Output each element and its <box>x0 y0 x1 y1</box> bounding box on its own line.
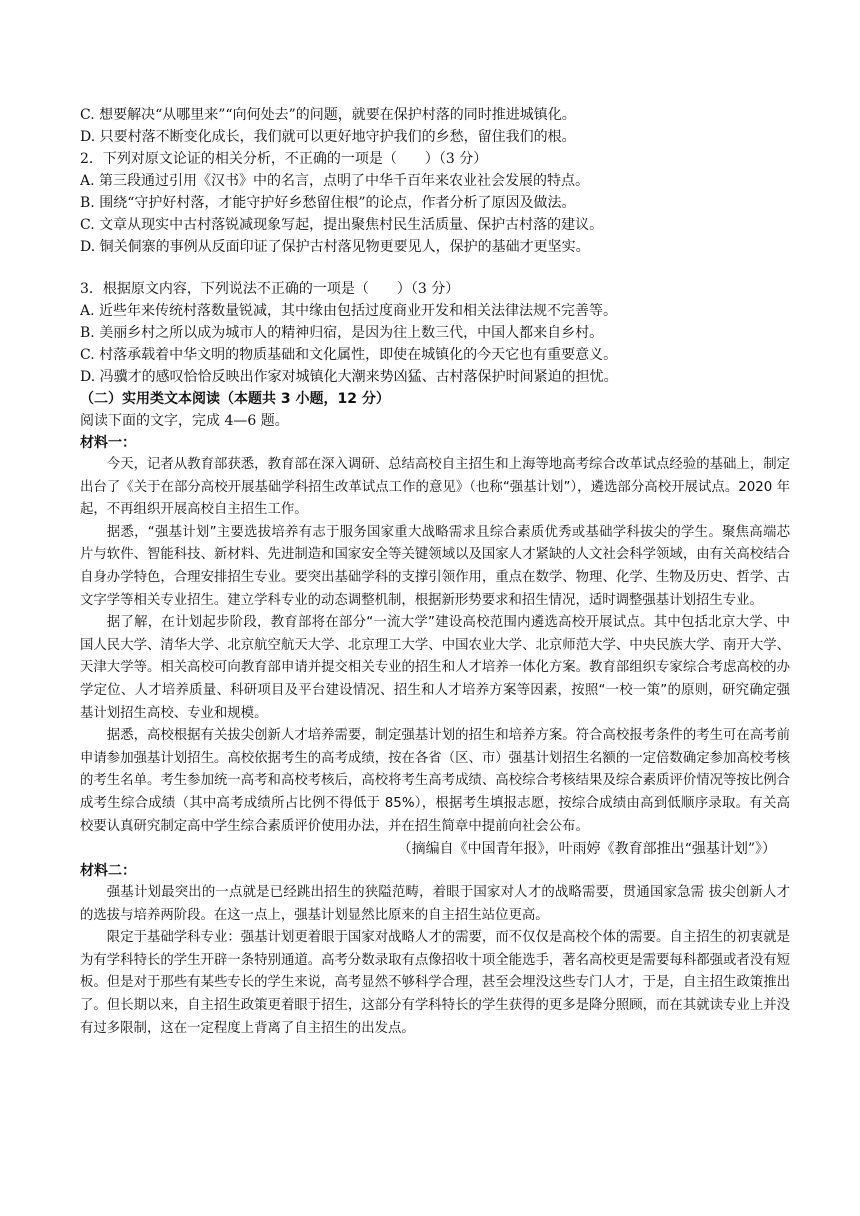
q1-option-d: D. 只要村落不断变化成长，我们就可以更好地守护我们的乡愁，留住我们的根。 <box>80 129 576 145</box>
material1-paragraph-2 <box>80 522 790 612</box>
q2-option-a: A. 第三段通过引用《汉书》中的名言，点明了中华千百年来农业社会发展的特点。 <box>80 173 590 189</box>
paragraph-text: 限定于基础学科专业：强基计划更着眼于国家对战略人才的需要，而不仅仅是高校个体的需要。自主招生的初衷就是为有学科特长的学生开辟一条特别通道。高考分数录取有点像招收十项全能选手，著名高校更是需要每科都强或者没有短板。但是对于那些有某些专长的学生来说，高考显然不够科学合理，甚至会埋没这些专门人才，于是，自主招生政策推出了。但长期以来，自主招生政策更着眼于招生，这部分有学科特长的学生获得的更多是降分照顾，而在其就读专业上并没有过多限制，这在一定程度上背离了自主招生的出发点。 <box>80 930 790 1036</box>
q2-option-d: D. 铜关侗寨的事例从反面印证了保护古村落见物更要见人，保护的基础才更坚实。 <box>80 239 590 255</box>
q2-option-c: C. 文章从现实中古村落锐减现象写起，提出聚焦村民生活质量、保护古村落的建议。 <box>80 217 604 233</box>
paragraph-text: 据悉，“强基计划”主要选拔培养有志于服务国家重大战略需求且综合素质优秀或基础学科拔尖的学生。聚焦高端芯片与软件、智能科技、新材料、先进制造和国家安全等关键领域以及国家人才紧缺的人文社会科学领域，由有关高校结合自身办学特色，合理安排招生专业。要突出基础学科的支撑引领作用，重点在数学、物理、化学、生物及历史、哲学、古文字学等相关专业招生。建立学科专业的动态调整机制，根据新形势要求和招生情况，适时调整强基计划招生专业。 <box>80 524 790 608</box>
q2-option-b: B. 围绕“守护好村落，才能守护好乡愁留住根”的论点，作者分析了原因及做法。 <box>80 195 576 211</box>
q3-option-a: A. 近些年来传统村落数量锐减，其中缘由包括过度商业开发和相关法律法规不完善等。 <box>80 303 618 319</box>
paragraph-text: 强基计划最突出的一点就是已经跳出招生的狭隘范畴，着眼于国家对人才的战略需要，贯通国家急需 拔尖创新人才的选拔与培养两阶段。在这一点上，强基计划显然比原来的自主招生站位更高。 <box>80 885 790 923</box>
material1-paragraph-3 <box>80 612 790 725</box>
q3-option-c: C. 村落承载着中华文明的物质基础和文化属性，即使在城镇化的今天它也有重要意义。 <box>80 347 618 363</box>
q3-option-d: D. 冯骥才的感叹恰恰反映出作家对城镇化大潮来势凶猛、古村落保护时间紧迫的担忧。 <box>80 369 618 385</box>
exam-page <box>80 104 790 1040</box>
material2-paragraph-1 <box>80 882 790 927</box>
material2-title: 材料二： <box>80 863 136 880</box>
q3-stem: 3．根据原文内容，下列说法不正确的一项是（ ）（3 分） <box>80 281 460 297</box>
material1-paragraph-1 <box>80 454 790 522</box>
q3-option-b: B. 美丽乡村之所以成为城市人的精神归宿，是因为往上数三代，中国人都来自乡村。 <box>80 325 604 341</box>
spacer <box>80 258 790 278</box>
q2-stem: 2．下列对原文论证的相关分析，不正确的一项是（ ）（3 分） <box>80 151 488 167</box>
paragraph-text: 据了解，在计划起步阶段，教育部将在部分“一流大学”建设高校范围内遴选高校开展试点。其中包括北京大学、中国人民大学、清华大学、北京航空航天大学、北京理工大学、中国农业大学、北京师范大学、中央民族大学、南开大学、天津大学等。相关高校可向教育部申请并提交相关专业的招生和人才培养一体化方案。教育部组织专家综合考虑高校的办学定位、人才培养质量、科研项目及平台建设情况、招生和人才培养方案等因素，按照“一校一策”的原则，研究确定强基计划招生高校、专业和规模。 <box>80 615 790 721</box>
section-instruction: 阅读下面的文字，完成 4—6 题。 <box>80 413 289 429</box>
material1-title: 材料一： <box>80 435 136 451</box>
material2-paragraph-2 <box>80 927 790 1040</box>
q1-option-c: C. 想要解决“从哪里来”“向何处去”的问题，就要在保护村落的同时推进城镇化。 <box>80 107 576 123</box>
paragraph-text: 据悉，高校根据有关拔尖创新人才培养需要，制定强基计划的招生和培养方案。符合高校报考条件的考生可在高考前申请参加强基计划招生。高校依据考生的高考成绩，按在各省（区、市）强基计划招生名额的一定倍数确定参加高校考核的考生名单。考生参加统一高考和高校考核后，高校将考生高考成绩、高校综合考核结果及综合素质评价情况等按比例合成考生综合成绩（其中高考成绩所占比例不得低于 85%），根据考生填报志愿，按综合成绩由高到低顺序录取。有关高校要认真研究制定高中学生综合素质评价使用办法，并在招生简章中提前向社会公布。 <box>80 728 790 834</box>
material1-paragraph-4 <box>80 725 790 838</box>
paragraph-text: 今天，记者从教育部获悉，教育部在深入调研、总结高校自主招生和上海等地高考综合改革试点经验的基础上，制定出台了《关于在部分高校开展基础学科招生改革试点工作的意见》（也称“强基计划”），遴选部分高校开展试点。2020 年起，不再组织开展高校自主招生工作。 <box>80 457 790 518</box>
material1-source: （摘编自《中国青年报》，叶雨婷《教育部推出“强基计划”》） <box>397 841 776 858</box>
section-heading: （二）实用类文本阅读（本题共 3 小题，12 分） <box>80 391 390 407</box>
